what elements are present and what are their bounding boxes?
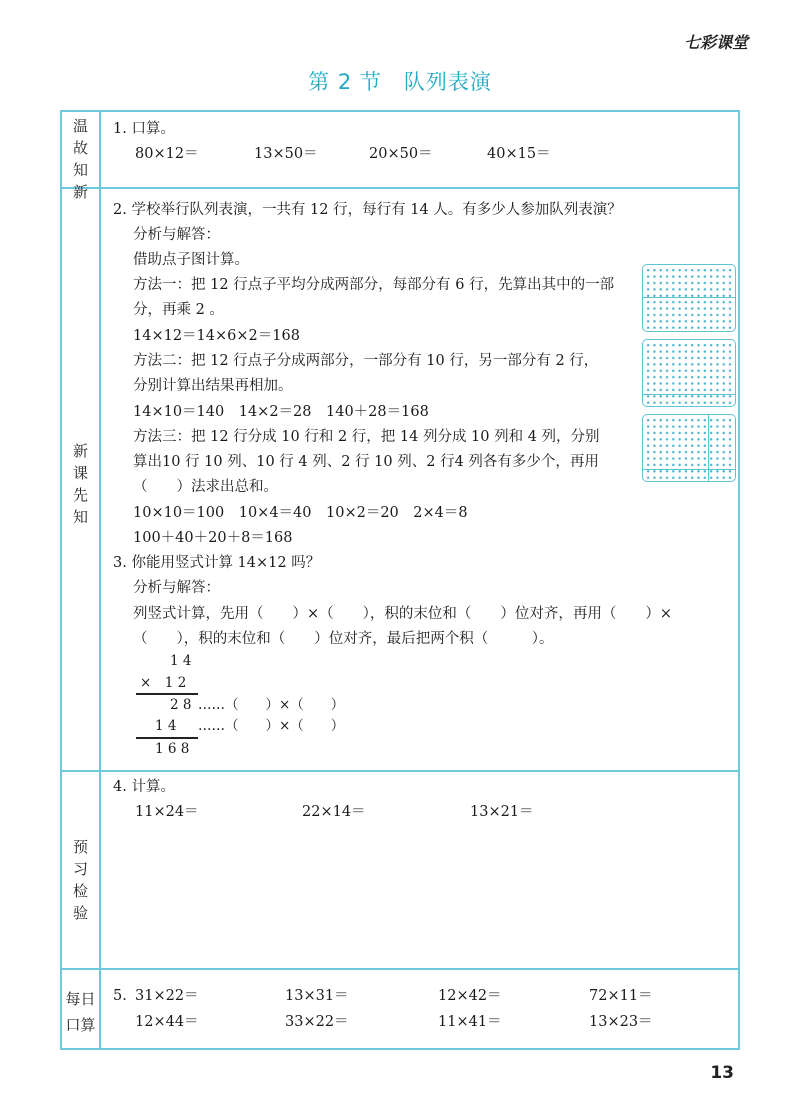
vertical-multiplicand: 1 4 [170,653,192,669]
dot-diagram-method1 [642,264,736,332]
vertical-result: 1 6 8 [155,741,190,757]
q5-number: 5. [113,988,127,1004]
q1-item: 40×15＝ [487,146,551,162]
q3-fill-line1: 列竖式计算，先用（ ）×（ ），积的末位和（ ）位对齐，再用（ ）× [133,606,673,622]
q4-item: 22×14＝ [302,804,366,820]
vertical-partial-1: 2 8 [170,697,192,713]
q2-method3-line2: 算出10 行 10 列、10 行 4 列、2 行 10 列、2 行4 列各有多少个，再用 [133,454,599,470]
q5-item: 12×44＝ [135,1014,199,1030]
section-title: 队列表演 [403,70,492,94]
q5-item: 33×22＝ [285,1014,349,1030]
label-new-lesson: 新 课 先 知 [72,442,88,526]
q2-method3-equation2: 100＋40＋20＋8＝168 [133,530,293,546]
label-review: 温 故 知 新 [72,117,88,201]
q2-method2-line1: 方法二：把 12 行点子分成两部分，一部分有 10 行，另一部分有 2 行， [133,353,599,369]
q4-item: 11×24＝ [135,804,199,820]
label-daily: 每日 口算 [65,990,96,1034]
q3-title: 3. 你能用竖式计算 14×12 吗？ [113,555,321,571]
vertical-partial-2: 1 4 [155,718,177,734]
q2-method3-line3: （ ）法求出总和。 [133,479,278,495]
vertical-multiplier: × 1 2 [140,675,187,691]
section-number: 第 2 节 [308,70,382,94]
dot-diagram-method2 [642,339,736,407]
q4-title: 4. 计算。 [113,779,175,795]
q5-item: 13×31＝ [285,988,349,1004]
label-column-divider [99,110,101,1050]
label-preview: 预 习 检 验 [72,838,88,922]
page-title [0,66,800,96]
q2-method3-equation1: 10×10＝100 10×4＝40 10×2＝20 2×4＝8 [133,505,468,521]
q2-method2-line2: 分别计算出结果再相加。 [133,378,293,394]
vertical-partial-2-note: ……（ ）×（ ） [198,718,345,734]
q5-item: 12×42＝ [438,988,502,1004]
row-divider-1 [60,187,740,189]
q1-item: 80×12＝ [135,146,199,162]
q2-method1-line2: 分，再乘 2 。 [133,302,224,318]
q5-item: 72×11＝ [589,988,653,1004]
q2-method2-equation: 14×10＝140 14×2＝28 140＋28＝168 [133,404,429,420]
vertical-partial-1-note: ……（ ）×（ ） [198,697,345,713]
row-divider-2 [60,770,740,772]
row-divider-3 [60,968,740,970]
q2-method1-equation: 14×12＝14×6×2＝168 [133,328,300,344]
q1-item: 13×50＝ [254,146,318,162]
q5-item: 31×22＝ [135,988,199,1004]
page-number: 13 [710,1063,734,1083]
q3-fill-line2: （ ），积的末位和（ ）位对齐，最后把两个积（ ）。 [133,631,554,647]
q4-item: 13×21＝ [470,804,534,820]
q3-analysis: 分析与解答： [133,580,220,596]
q5-item: 11×41＝ [438,1014,502,1030]
q2-analysis: 分析与解答： [133,227,220,243]
dot-diagram-method3 [642,414,736,482]
q5-item: 13×23＝ [589,1014,653,1030]
q1-title: 1. 口算。 [113,121,175,137]
q2-hint: 借助点子图计算。 [133,252,249,268]
q2-method3-line1: 方法三：把 12 行分成 10 行和 2 行，把 14 列分成 10 列和 4 列，分别 [133,429,600,445]
q2-title: 2. 学校举行队列表演，一共有 12 行，每行有 14 人。有多少人参加队列表演？ [113,202,622,218]
q2-method1-line1: 方法一：把 12 行点子平均分成两部分，每部分有 6 行，先算出其中的一部 [133,277,615,293]
brand-logo: 七彩课堂 [683,33,748,52]
q1-item: 20×50＝ [369,146,433,162]
